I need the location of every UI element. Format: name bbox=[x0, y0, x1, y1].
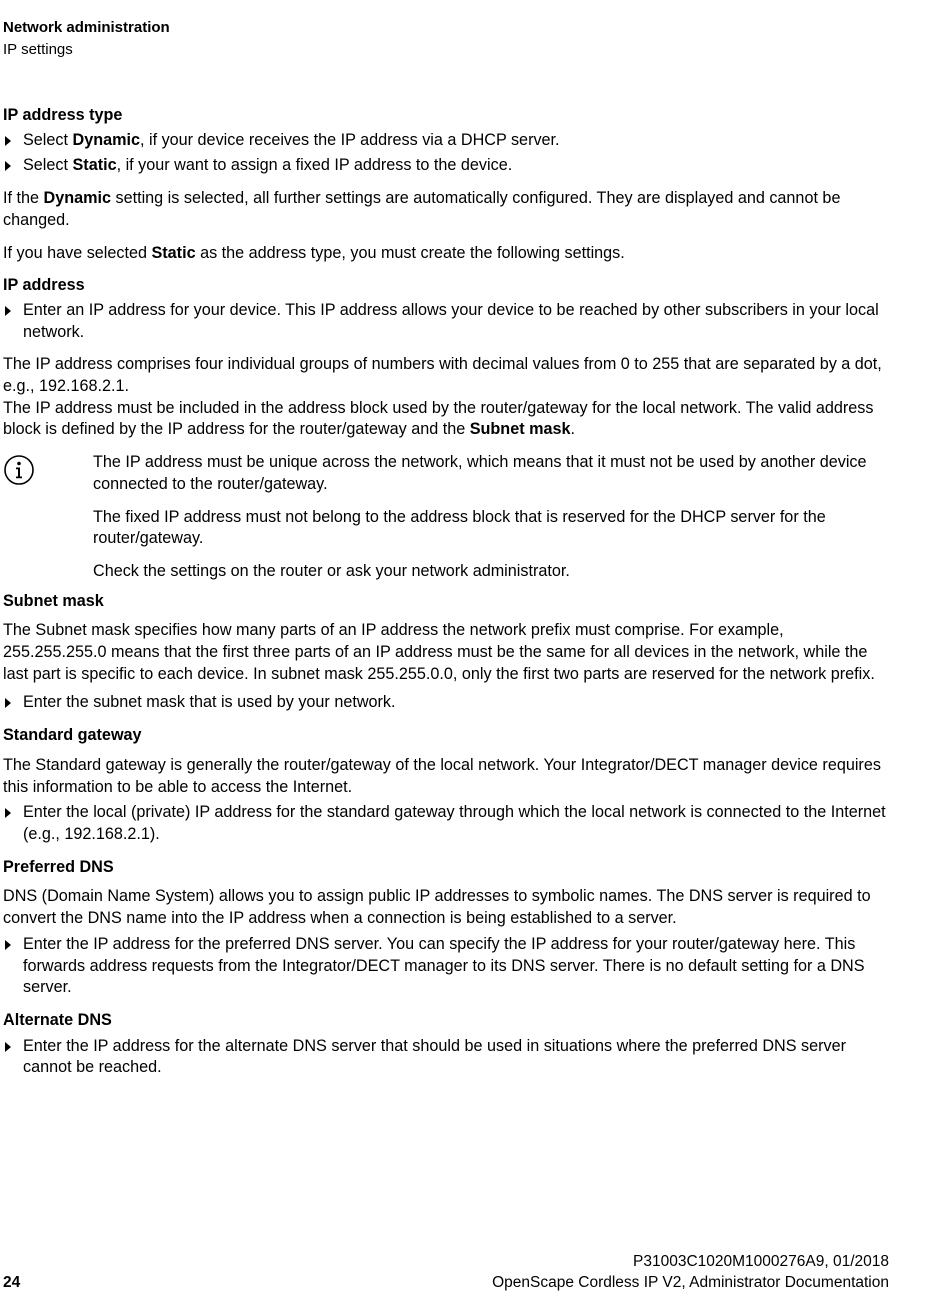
info-icon bbox=[3, 454, 35, 486]
note-text: Check the settings on the router or ask your network administrator. bbox=[93, 561, 570, 580]
info-note bbox=[3, 452, 889, 583]
list-item: Enter the IP address for the preferred DNS server. You can specify the IP address for your router/gateway here. This forwards address requests from the Integrator/DECT manager to its DNS server. There is no default setting for a DNS server. bbox=[3, 934, 889, 999]
list-item: Select Static, if your want to assign a fixed IP address to the device. bbox=[3, 155, 889, 177]
paragraph: The Subnet mask specifies how many parts of an IP address the network prefix must comprise. For example, 255.255.255.0 means that the first three parts of an IP address must be the same for all devices in the network, while the last part is specific to each device. In subnet mask 255.255.0.0, only the first two parts are reserved for the network prefix. bbox=[3, 621, 875, 683]
list-item: Enter the subnet mask that is used by your network. bbox=[3, 692, 889, 714]
page-footer bbox=[3, 1251, 889, 1293]
list-item: Select Dynamic, if your device receives the IP address via a DHCP server. bbox=[3, 130, 889, 152]
paragraph: The Standard gateway is generally the router/gateway of the local network. Your Integrator/DECT manager device requires this information to be able to access the Internet. bbox=[3, 755, 881, 796]
ip-address-heading: IP address bbox=[3, 276, 85, 295]
paragraph: DNS (Domain Name System) allows you to assign public IP addresses to symbolic names. The DNS server is required to convert the DNS name into the IP address when a connection is being established to a server. bbox=[3, 887, 871, 928]
subnet-mask-heading: Subnet mask bbox=[3, 591, 104, 610]
bullet-triangle-icon bbox=[5, 1042, 11, 1052]
bullet-triangle-icon bbox=[5, 808, 11, 818]
bullet-triangle-icon bbox=[5, 161, 11, 171]
document-body bbox=[3, 105, 889, 1090]
standard-gateway-heading: Standard gateway bbox=[3, 726, 142, 745]
bullet-triangle-icon bbox=[5, 306, 11, 316]
ip-address-type-heading: IP address type bbox=[3, 106, 123, 124]
document-title: OpenScape Cordless IP V2, Administrator Documentation bbox=[492, 1274, 889, 1291]
document-id: P31003C1020M1000276A9, 01/2018 bbox=[633, 1253, 889, 1270]
alternate-dns-heading: Alternate DNS bbox=[3, 1010, 112, 1029]
preferred-dns-heading: Preferred DNS bbox=[3, 857, 114, 876]
note-text: The fixed IP address must not belong to the address block that is reserved for the DHCP server for the router/gateway. bbox=[93, 507, 826, 548]
paragraph: If the Dynamic setting is selected, all further settings are automatically configured. They are displayed and cannot be changed. bbox=[3, 189, 841, 229]
bullet-triangle-icon bbox=[5, 698, 11, 708]
list-item: Enter an IP address for your device. This IP address allows your device to be reached by other subscribers in your local network. bbox=[3, 300, 889, 343]
chapter-title: Network administration bbox=[3, 19, 170, 36]
note-text: The IP address must be unique across the network, which means that it must not be used by another device connected to the router/gateway. bbox=[93, 453, 867, 493]
section-title: IP settings bbox=[3, 41, 73, 58]
paragraph: If you have selected Static as the address type, you must create the following settings. bbox=[3, 243, 625, 262]
paragraph: The IP address must be included in the address block used by the router/gateway for the local network. The valid address block is defined by the IP address for the router/gateway and the Subnet mask. bbox=[3, 398, 874, 439]
paragraph: The IP address comprises four individual groups of numbers with decimal values from 0 to 255 that are separated by a dot, e.g., 192.168.2.1. bbox=[3, 355, 882, 396]
page-number: 24 bbox=[3, 1274, 21, 1291]
list-item: Enter the local (private) IP address for the standard gateway through which the local network is connected to the Internet (e.g., 192.168.2.1). bbox=[3, 802, 889, 845]
bullet-triangle-icon bbox=[5, 940, 11, 950]
list-item: Enter the IP address for the alternate DNS server that should be used in situations where the preferred DNS server cannot be reached. bbox=[3, 1036, 889, 1079]
page-header bbox=[3, 17, 170, 61]
bullet-triangle-icon bbox=[5, 136, 11, 146]
